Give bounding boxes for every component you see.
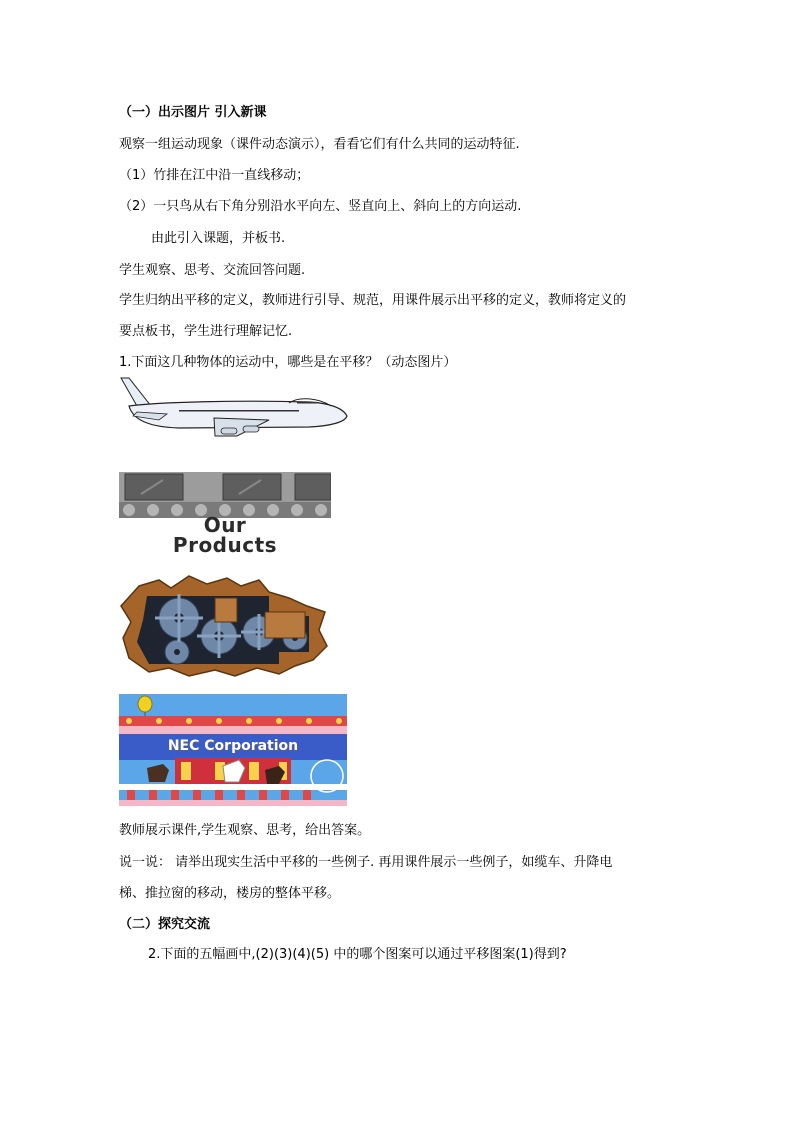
paragraph-examples-2: 梯、推拉窗的移动，楼房的整体平移。 [119, 886, 341, 901]
section-1-title: （一）出示图片 引入新课 [119, 105, 267, 120]
products-label-our: Our [203, 513, 247, 537]
products-label-products: Products [172, 533, 278, 557]
carousel-label: NEC Corporation [167, 738, 299, 754]
paragraph-observe: 观察一组运动现象（课件动态演示），看看它们有什么共同的运动特征. [119, 137, 520, 152]
paragraph-introduce: 由此引入课题，并板书. [151, 231, 286, 246]
paragraph-bird: （2）一只鸟从右下角分别沿水平向左、竖直向上、斜向上的方向运动. [119, 199, 522, 214]
paragraph-definition-2: 要点板书，学生进行理解记忆. [119, 324, 293, 339]
carousel-image [119, 694, 347, 806]
paragraph-examples-1: 说一说： 请举出现实生活中平移的一些例子. 再用课件展示一些例子，如缆车、升降电 [119, 855, 613, 870]
paragraph-teacher-shows: 教师展示课件,学生观察、思考，给出答案。 [119, 823, 371, 838]
paragraph-definition-1: 学生归纳出平移的定义，教师进行引导、规范，用课件展示出平移的定义，教师将定义的 [119, 293, 627, 308]
question-2: 2.下面的五幅画中,(2)(3)(4)(5) 中的哪个图案可以通过平移图案(1)得到? [148, 947, 567, 962]
gears-image [119, 572, 329, 678]
paragraph-bamboo-raft: （1）竹排在江中沿一直线移动； [119, 168, 310, 183]
airplane-image [119, 376, 349, 438]
question-1: 1.下面这几种物体的运动中，哪些是在平移？（动态图片） [119, 355, 457, 370]
paragraph-students: 学生观察、思考、交流回答问题. [119, 263, 306, 278]
section-2-title: （二）探究交流 [119, 917, 211, 932]
products-conveyor-image [119, 472, 331, 557]
